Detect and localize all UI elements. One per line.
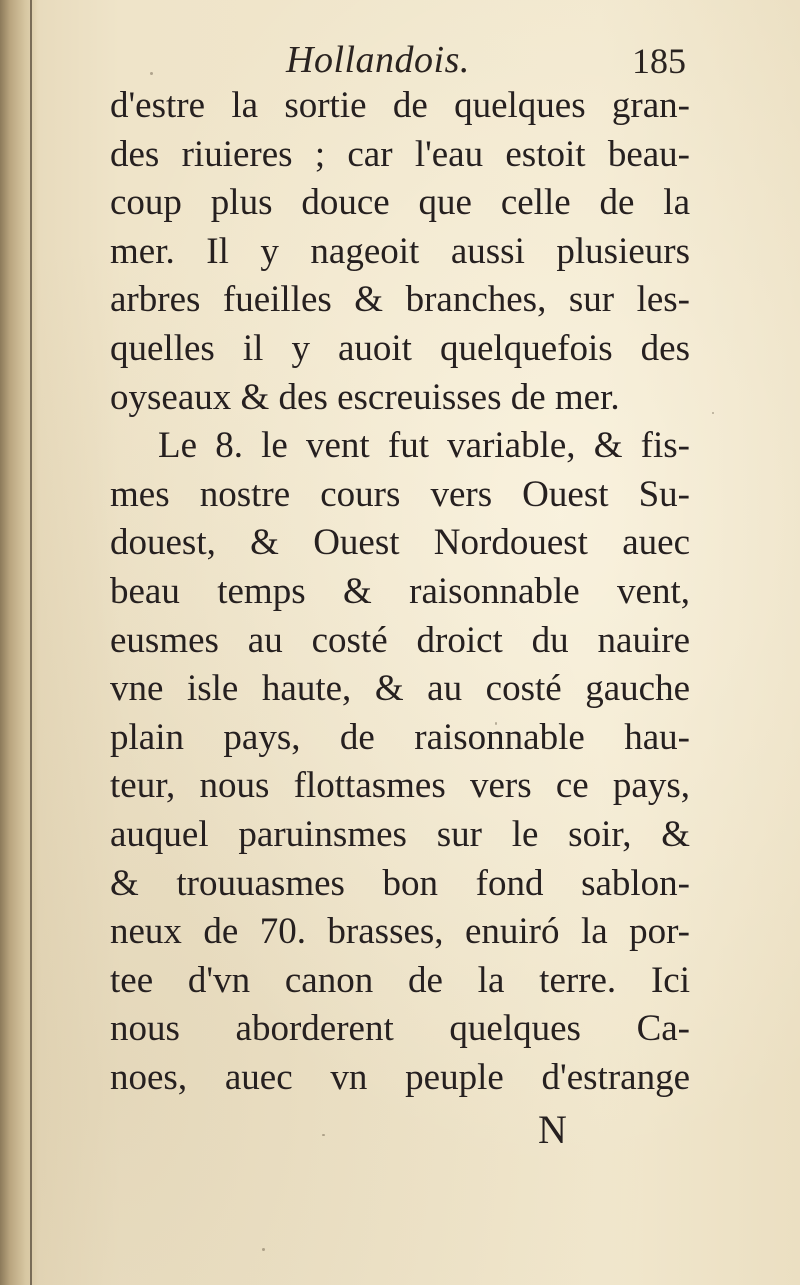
page-header bbox=[108, 38, 688, 86]
text-line: arbres fueilles & branches, sur les- bbox=[110, 279, 690, 321]
paper-speck bbox=[712, 412, 714, 414]
text-line: eusmes au costé droict du nauire bbox=[110, 619, 690, 661]
paper-speck bbox=[262, 1248, 265, 1251]
page-edge-line bbox=[30, 0, 32, 1285]
text-line: douest, & Ouest Nordouest auec bbox=[110, 522, 690, 564]
text-line: des riuieres ; car l'eau estoit beau- bbox=[110, 133, 690, 175]
text-line: coup plus douce que celle de la bbox=[110, 182, 690, 224]
text-line: plain pays, de raisonnable hau- bbox=[110, 716, 690, 758]
body-text bbox=[110, 82, 690, 1102]
text-line: noes, auec vn peuple d'estrange bbox=[110, 1056, 690, 1098]
text-line: tee d'vn canon de la terre. Ici bbox=[110, 959, 690, 1001]
text-line: mes nostre cours vers Ouest Su- bbox=[110, 473, 690, 515]
text-line: teur, nous flottasmes vers ce pays, bbox=[110, 765, 690, 807]
book-gutter-shadow bbox=[0, 0, 38, 1285]
page-number: 185 bbox=[632, 41, 686, 81]
running-head: Hollandois. bbox=[286, 39, 470, 81]
text-line: beau temps & raisonnable vent, bbox=[110, 570, 690, 612]
paper-speck bbox=[322, 1134, 325, 1136]
text-line: auquel paruinsmes sur le soir, & bbox=[110, 813, 690, 855]
text-line: nous aborderent quelques Ca- bbox=[110, 1008, 690, 1050]
text-line: neux de 70. brasses, enuiró la por- bbox=[110, 911, 690, 953]
text-line: quelles il y auoit quelquefois des bbox=[110, 327, 690, 369]
signature-mark: N bbox=[538, 1107, 567, 1152]
text-line: mer. Il y nageoit aussi plusieurs bbox=[110, 230, 690, 272]
text-line: Le 8. le vent fut variable, & fis- bbox=[158, 425, 690, 467]
text-line: d'estre la sortie de quelques gran- bbox=[110, 85, 690, 126]
text-line: oyseaux & des escreuisses de mer. bbox=[110, 376, 620, 418]
text-line: & trouuasmes bon fond sablon- bbox=[110, 862, 690, 904]
text-line: vne isle haute, & au costé gauche bbox=[110, 668, 690, 710]
